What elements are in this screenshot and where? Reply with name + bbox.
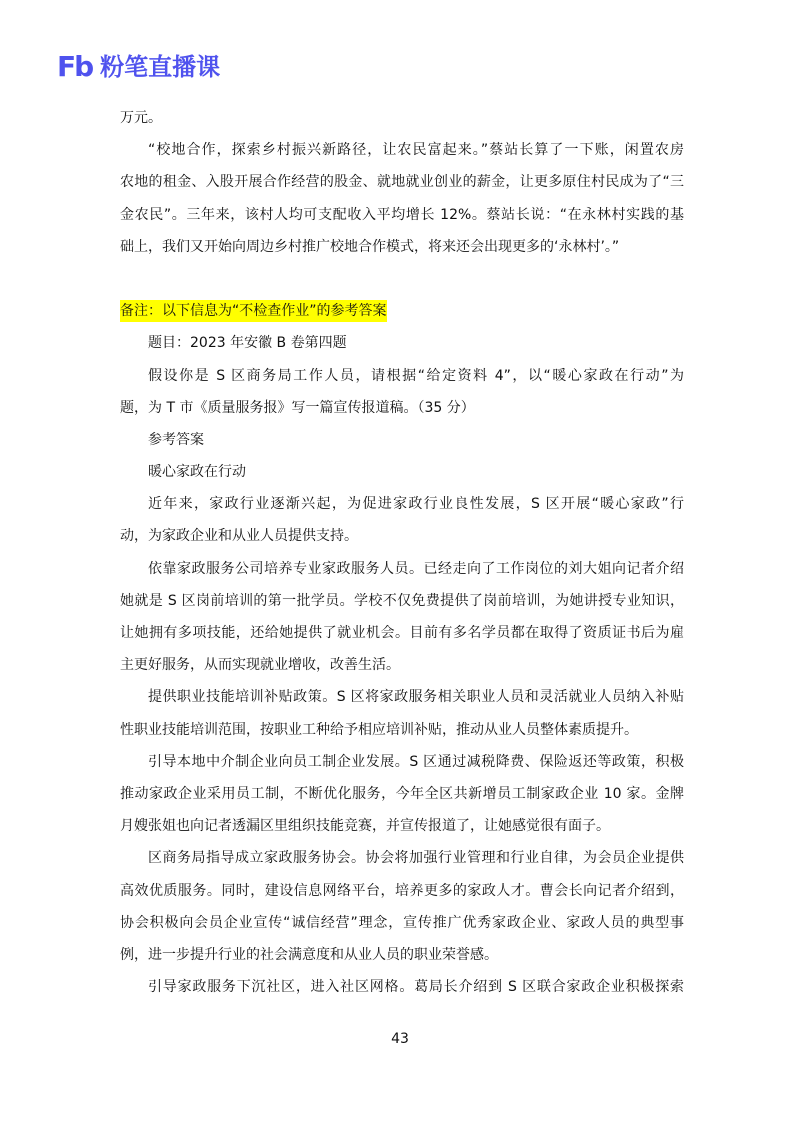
story-paragraph <box>120 134 684 263</box>
text-line: 区商务局指导成立家政服务协会。协会将加强行业管理和行业自律，为会员企业提供 <box>148 850 684 867</box>
text-line: 础上，我们又开始向周边乡村推广校地合作模式，将来还会出现更多的‘永林村’。” <box>120 238 620 255</box>
answer-paragraph <box>120 553 684 682</box>
fb-logo-mark: Fb <box>57 50 93 83</box>
page-header <box>57 50 220 84</box>
text-line: 引导家政服务下沉社区，进入社区网格。葛局长介绍到 S 区联合家政企业积极探索 <box>148 979 684 996</box>
text-line: 依靠家政服务公司培养专业家政服务人员。已经走向了工作岗位的刘大姐向记者介绍 <box>148 560 684 577</box>
answer-label: 参考答案 <box>148 431 204 448</box>
text-line: 近年来，家政行业逐渐兴起，为促进家政行业良性发展，S 区开展“暖心家政”行 <box>148 496 684 513</box>
answer-paragraph <box>120 842 684 971</box>
continuation-line: 万元。 <box>120 110 162 126</box>
question-prompt <box>120 360 684 424</box>
text-line: 推动家政企业采用员工制，不断优化服务，今年全区共新增员工制家政企业 10 家。金牌 <box>120 785 684 802</box>
brand-name: 粉笔直播课 <box>100 53 221 81</box>
text-line: 提供职业技能培训补贴政策。S 区将家政服务相关职业人员和灵活就业人员纳入补贴 <box>148 689 684 706</box>
text-line: 例，进一步提升行业的社会满意度和从业人员的职业荣誉感。 <box>120 946 498 963</box>
answer-paragraph <box>120 681 684 745</box>
text-line: 让她拥有多项技能，还给她提供了就业机会。目前有多名学员都在取得了资质证书后为雇 <box>120 625 684 641</box>
text-line: 题，为 T 市《质量服务报》写一篇宣传报道稿。（35 分） <box>120 399 475 416</box>
text-line: 金农民”。三年来，该村人均可支配收入平均增长 12%。蔡站长说：“在永林村实践的基 <box>120 206 684 223</box>
text-line: 动，为家政企业和从业人员提供支持。 <box>120 528 358 545</box>
text-line: 引导本地中介制企业向员工制企业发展。S 区通过减税降费、保险返还等政策，积极 <box>148 753 684 770</box>
text-line: 高效优质服务。同时，建设信息网络平台，培养更多的家政人才。曹会长向记者介绍到， <box>120 882 684 899</box>
text-line: 主更好服务，从而实现就业增收，改善生活。 <box>120 657 400 674</box>
text-line: 协会积极向会员企业宣传“诚信经营”理念，宣传推广优秀家政企业、家政人员的典型事 <box>120 914 684 931</box>
answer-paragraph <box>120 746 684 843</box>
text-line: “校地合作，探索乡村振兴新路径，让农民富起来。”蔡站长算了一下账，闲置农房 <box>148 142 684 159</box>
document-body <box>120 102 684 1003</box>
text-line: 性职业技能培训范围，按职业工种给予相应培训补贴，推动从业人员整体素质提升。 <box>120 721 638 738</box>
answer-paragraph <box>120 971 684 1003</box>
note-line <box>120 295 684 327</box>
answer-note-highlight: 备注：以下信息为“不检查作业”的参考答案 <box>120 300 387 322</box>
text-line: 她就是 S 区岗前培训的第一批学员。学校不仅免费提供了岗前培训，为她讲授专业知识， <box>120 592 684 609</box>
answer-headline: 暖心家政在行动 <box>148 464 246 481</box>
text-line: 农地的租金、入股开展合作经营的股金、就地就业创业的薪金，让更多原住村民成为了“三 <box>120 174 684 191</box>
text-line: 假设你是 S 区商务局工作人员，请根据“给定资料 4”，以“暖心家政在行动”为 <box>148 367 684 384</box>
text-line: 月嫂张姐也向记者透漏区里组织技能竞赛，并宣传报道了，让她感觉很有面子。 <box>120 818 610 835</box>
question-title: 题目：2023 年安徽 B 卷第四题 <box>148 335 347 352</box>
answer-paragraph <box>120 488 684 552</box>
page-number: 43 <box>391 1031 409 1047</box>
